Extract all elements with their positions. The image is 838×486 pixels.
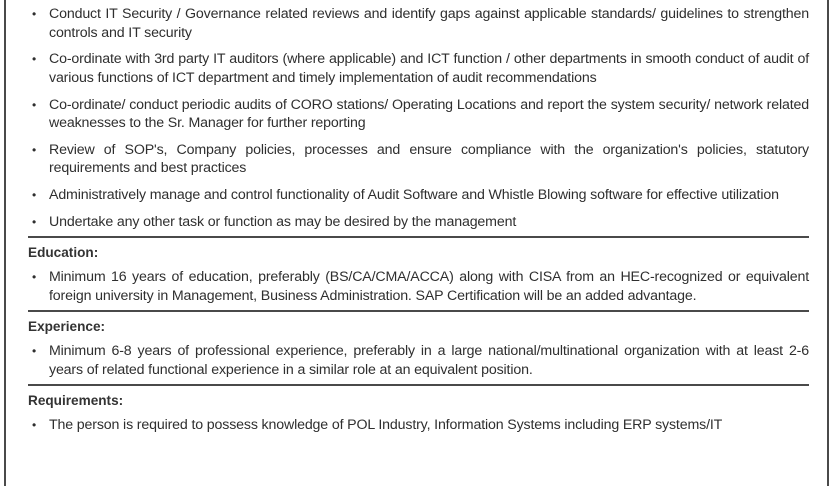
list-item	[28, 5, 809, 42]
requirements-heading: Requirements:	[28, 393, 124, 409]
list-item-text: Administratively manage and control functionality of Audit Software and Whistle Blowing software for effective utilization	[49, 187, 779, 204]
list-item-text: Review of SOP's, Company policies, processes and ensure compliance with the organization's policies, statutory requirements and best practices	[49, 141, 809, 177]
section-divider	[28, 236, 809, 238]
bullet-icon: •	[32, 97, 37, 112]
bullet-icon: •	[32, 418, 37, 433]
job-description	[28, 5, 809, 435]
bullet-icon: •	[32, 142, 37, 157]
bullet-icon: •	[32, 52, 37, 67]
list-item	[28, 50, 809, 87]
list-item-text: Conduct IT Security / Governance related reviews and identify gaps against applicable standards/ guidelines to strengthen controls and IT security	[49, 6, 809, 41]
list-item	[28, 342, 809, 379]
section-divider	[28, 310, 809, 312]
list-item	[28, 186, 809, 205]
list-item-text: Undertake any other task or function as may be desired by the management	[49, 213, 517, 230]
section-divider	[28, 384, 809, 386]
bullet-icon: •	[32, 214, 37, 229]
bullet-icon: •	[32, 270, 37, 285]
requirements-list	[28, 416, 809, 435]
list-item	[28, 141, 809, 178]
list-item	[28, 213, 809, 232]
experience-heading: Experience:	[28, 319, 106, 335]
responsibilities-list	[28, 5, 809, 231]
list-item-text: Co-ordinate with 3rd party IT auditors (where applicable) and ICT function / other departments in smooth conduct of audit of various functions of ICT department and timely implementation of audit recommendations	[49, 51, 809, 86]
list-item	[28, 416, 809, 435]
bullet-icon: •	[32, 188, 37, 203]
bullet-icon: •	[32, 344, 37, 359]
education-heading: Education:	[28, 245, 99, 261]
list-item	[28, 96, 809, 133]
list-item-text: Co-ordinate/ conduct periodic audits of CORO stations/ Operating Locations and report the system security/ network related weaknesses to the Sr. Manager for further reporting	[49, 96, 809, 132]
experience-list	[28, 342, 809, 379]
list-item-text: The person is required to possess knowledge of POL Industry, Information Systems including ERP systems/IT	[49, 417, 723, 434]
education-list	[28, 268, 809, 305]
list-item-text: Minimum 6-8 years of professional experience, preferably in a large national/multinational organization with at least 2-6 years of related functional experience in a similar role at an equivalent position.	[49, 343, 809, 378]
list-item-text: Minimum 16 years of education, preferably (BS/CA/CMA/ACCA) along with CISA from an HEC-recognized or equivalent foreign university in Management, Business Administration. SAP Certification will be an added advantage.	[49, 269, 809, 304]
bullet-icon: •	[32, 7, 37, 21]
list-item	[28, 268, 809, 305]
